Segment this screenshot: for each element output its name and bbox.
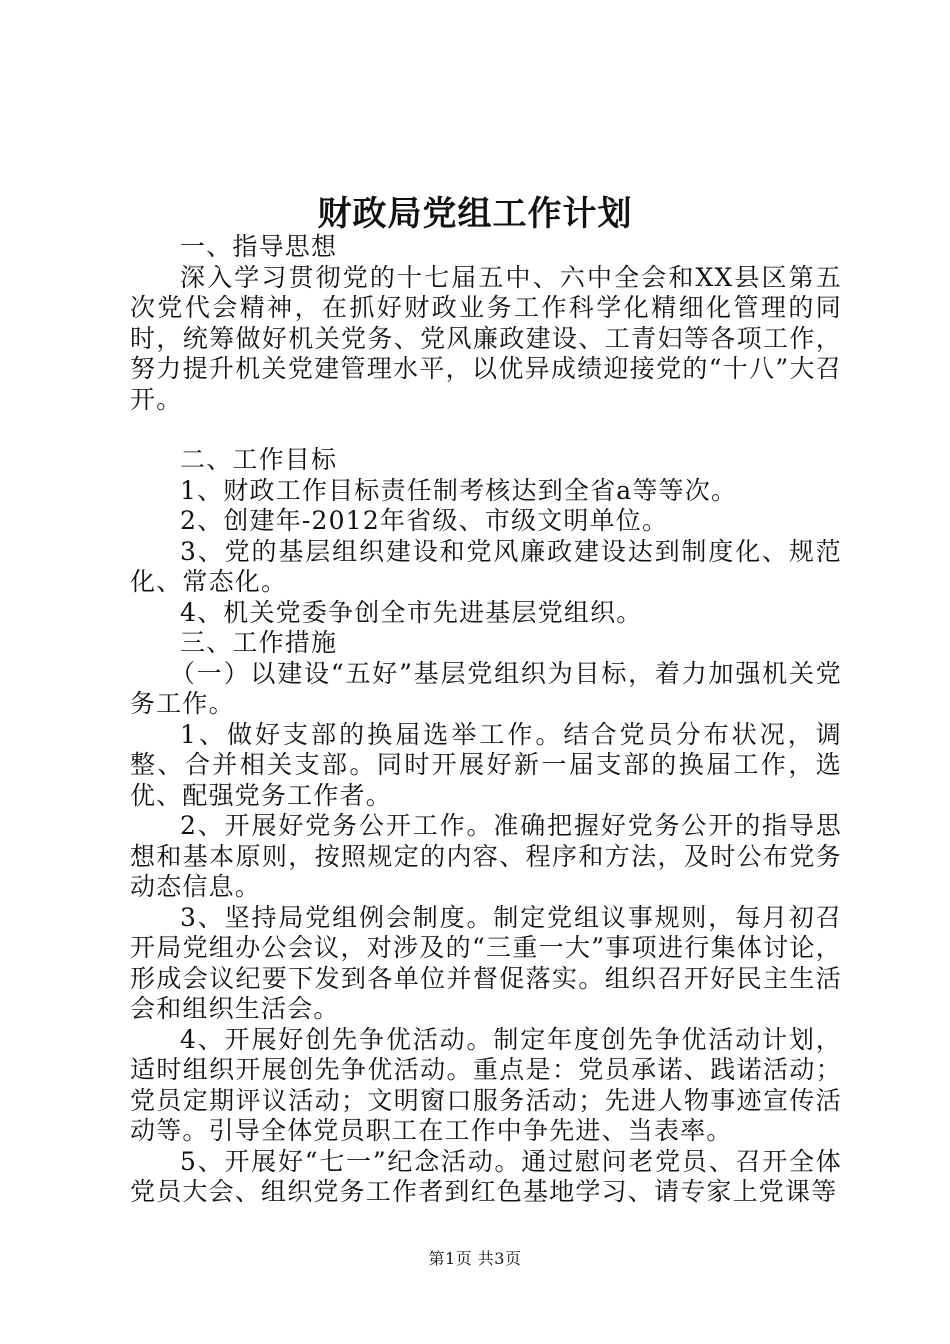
measure-item-1: 1、做好支部的换届选举工作。结合党员分布状况，调整、合并相关支部。同时开展好新一届支部的换届工作，选优、配强党务工作者。 [130,719,842,810]
page-number-footer: 第1页 共3页 [428,1249,522,1268]
goal-item-3: 3、党的基层组织建设和党风廉政建设达到制度化、规范化、常态化。 [130,536,842,596]
section-heading-guiding-ideology: 一、指导思想 [180,232,338,261]
document-body [130,232,842,1208]
goal-item-1: 1、财政工作目标责任制考核达到全省a等等次。 [180,475,738,505]
paragraph-guiding-ideology: 深入学习贯彻党的十七届五中、六中全会和XX县区第五次党代会精神，在抓好财政业务工作科学化精细化管理的同时，统筹做好机关党务、党风廉政建设、工青妇等各项工作，努力提升机关党建管理水平，以优异成绩迎接党的“十八”大召开。 [130,262,842,414]
measure-item-4: 4、开展好创先争优活动。制定年度创先争优活动计划，适时组织开展创先争优活动。重点是：党员承诺、践诺活动；党员定期评议活动；文明窗口服务活动；先进人物事迹宣传活动等。引导全体党员职工在工作中争先进、当表率。 [130,1024,842,1145]
measure-item-2: 2、开展好党务公开工作。准确把握好党务公开的指导思想和基本原则，按照规定的内容、程序和方法，及时公布党务动态信息。 [130,811,842,901]
document-title: 财政局党组工作计划 [317,194,633,234]
section-heading-work-goals: 二、工作目标 [180,445,338,474]
measure-item-3: 3、坚持局党组例会制度。制定党组议事规则，每月初召开局党组办公会议，对涉及的“三重一大”事项进行集体讨论，形成会议纪要下发到各单位并督促落实。组织召开好民主生活会和组织生活会。 [130,902,842,1023]
goal-item-2: 2、创建年-2012年省级、市级文明单位。 [180,506,669,535]
subsection-heading-1: （一）以建设“五好”基层党组织为目标，着力加强机关党务工作。 [130,658,842,718]
section-heading-work-measures: 三、工作措施 [180,628,338,657]
goal-item-4: 4、机关党委争创全市先进基层党组织。 [180,597,643,627]
measure-item-5: 5、开展好“七一”纪念活动。通过慰问老党员、召开全体党员大会、组织党务工作者到红色基地学习、请专家上党课等 [130,1146,842,1206]
